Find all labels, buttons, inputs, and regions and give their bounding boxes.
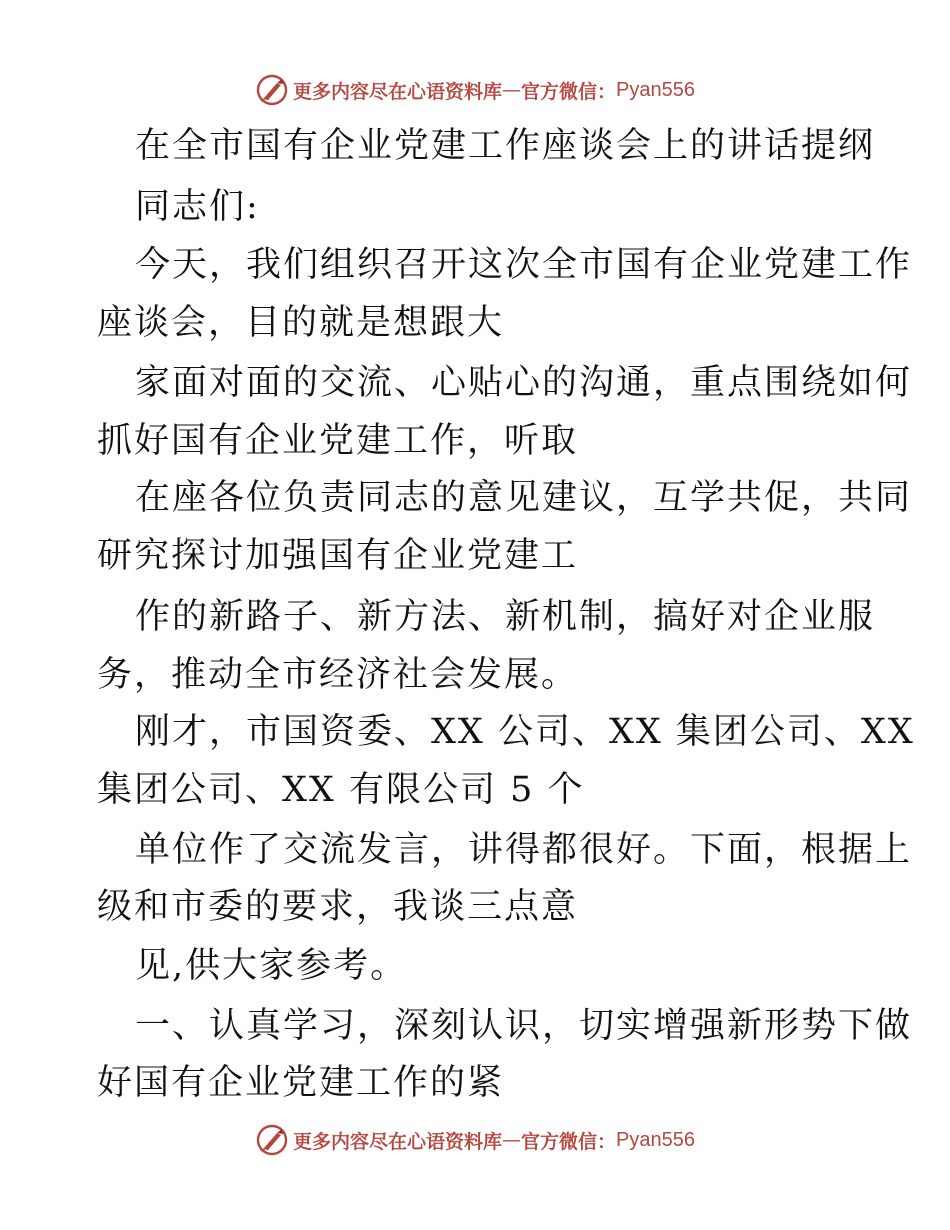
header-watermark bbox=[0, 70, 950, 110]
watermark-wechat-id: Pyan556 bbox=[616, 78, 695, 101]
quill-pen-logo-icon bbox=[255, 1123, 289, 1157]
document-title: 在全市国有企业党建工作座谈会上的讲话提纲 bbox=[135, 126, 876, 166]
text-line: 务，推动全市经济社会发展。 bbox=[97, 655, 579, 695]
text-line: 座谈会，目的就是想跟大 bbox=[97, 303, 505, 343]
text-line: 集团公司、XX 有限公司 5 个 bbox=[97, 770, 585, 810]
text-line: 今天，我们组织召开这次全市国有企业党建工作 bbox=[135, 245, 913, 285]
text-line: 刚才，市国资委、XX 公司、XX 集团公司、XX bbox=[135, 712, 915, 752]
watermark-text: 更多内容尽在心语资料库 bbox=[293, 1130, 503, 1153]
text-line: 抓好国有企业党建工作，听取 bbox=[97, 421, 579, 461]
text-line: 见,供大家参考。 bbox=[135, 946, 408, 986]
watermark-text: 更多内容尽在心语资料库 bbox=[293, 80, 503, 103]
text-line: 作的新路子、新方法、新机制，搞好对企业服 bbox=[135, 597, 876, 637]
watermark-dash: — bbox=[502, 1129, 522, 1151]
text-line: 在座各位负责同志的意见建议，互学共促，共同 bbox=[135, 478, 913, 518]
text-line: 一、认真学习，深刻认识，切实增强新形势下做 bbox=[135, 1006, 913, 1046]
text-line: 级和市委的要求，我谈三点意 bbox=[97, 887, 579, 927]
text-line: 家面对面的交流、心贴心的沟通，重点围绕如何 bbox=[135, 363, 913, 403]
text-line: 同志们: bbox=[135, 187, 260, 227]
text-line: 好国有企业党建工作的紧 bbox=[97, 1063, 505, 1103]
quill-pen-logo-icon bbox=[255, 73, 289, 107]
watermark-official-label: 官方微信： bbox=[521, 1130, 617, 1153]
text-line: 研究探讨加强国有企业党建工 bbox=[97, 536, 579, 576]
watermark-dash: — bbox=[502, 79, 522, 101]
watermark-official-label: 官方微信： bbox=[521, 80, 617, 103]
footer-watermark bbox=[0, 1120, 950, 1160]
text-line: 单位作了交流发言，讲得都很好。下面，根据上 bbox=[135, 830, 913, 870]
watermark-wechat-id: Pyan556 bbox=[616, 1128, 695, 1151]
